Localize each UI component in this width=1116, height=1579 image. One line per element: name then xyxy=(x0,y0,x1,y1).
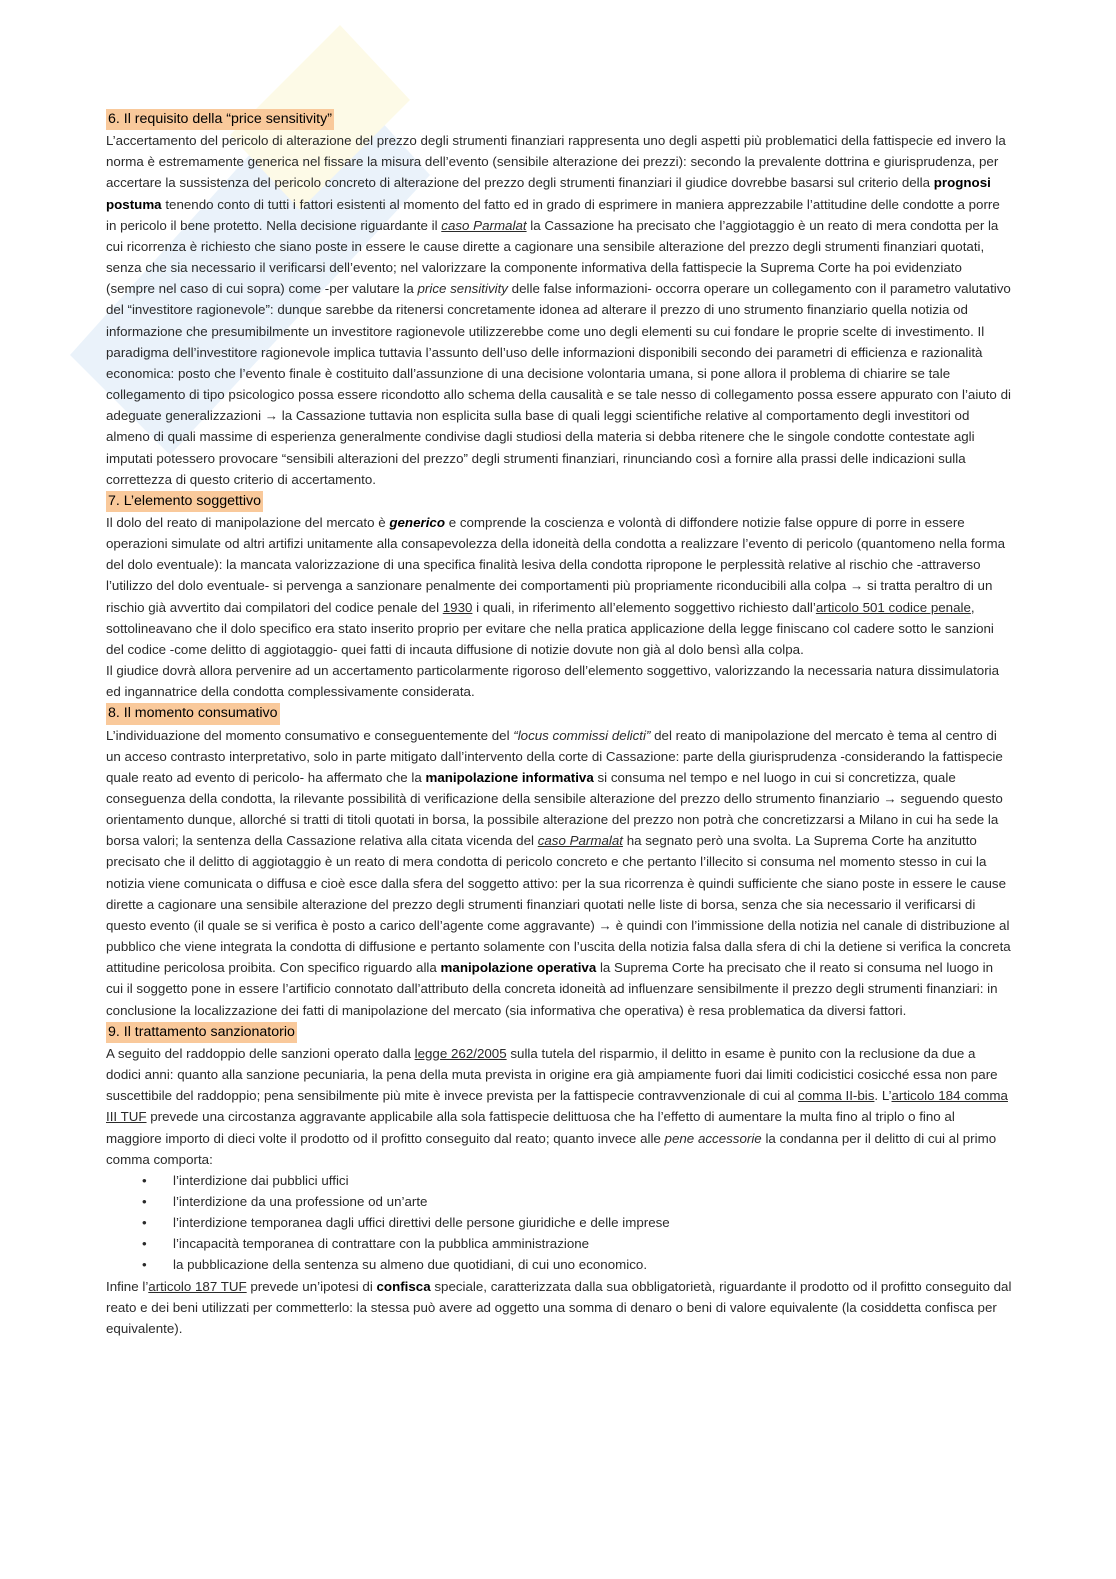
text-run: delle false informazioni- occorra operare un collegamento con il parametro valutativo del “investitore ragionevole”: dunque sarebbe da ritenersi concretamente idonea ad alterare il prezzo di uno strumento finanziario quella notizia od informazione che presumibilmente un investitore ragionevole utilizzerebbe come uno degli elementi su cui fondare le proprie scelte di investimento. Il paradigma dell’investitore ragionevole implica tuttavia l’assunto dell’uso delle informazioni disponibili secondo dei parametri di efficienza e razionalità economica: posto che l’evento finale è costituito dall’assunzione di una decisione volontaria umana, si pone allora il problema di chiarire se tale collegamento di tipo psicologico possa essere ricondotto allo schema della causalità e se tale nesso di collegamento possa essere appurato con l’aiuto di adeguate generalizzazioni → la Cassazione tuttavia non esplicita sulla base di quali leggi scientifiche relative al comportamento degli investitori od almeno di quali massime di esperienza generalmente condivise dagli studiosi della materia si debba ritenere che le singole condotte contestate agli imputati potessero provocare “sensibili alterazioni del prezzo” degli strumenti finanziari, rinunciando così a fornire alla prassi delle indicazioni sulla correttezza di questo criterio di accertamento. xyxy=(106,281,1011,487)
text-run: , sottolineavano che il dolo specifico era stato inserito proprio per evitare che nella pratica applicazione della legge finiscano col cadere sotto le sanzioni del codice -come delitto di aggiotaggio- quei fatti di incauta diffusione di notizie dovute non già al dolo bensì alla colpa. xyxy=(106,599,994,657)
text-run: A seguito del raddoppio delle sanzioni operato dalla xyxy=(106,1045,415,1061)
paragraph xyxy=(106,1043,1012,1170)
list-item: • l’interdizione temporanea dagli uffici direttivi delle persone giuridiche e delle imprese xyxy=(106,1212,1012,1233)
list-item: • l’interdizione da una professione od un’arte xyxy=(106,1191,1012,1212)
highlighted-term: prognosi postuma xyxy=(106,175,991,212)
text-run: L’individuazione del momento consumativo e conseguentemente del xyxy=(106,727,514,743)
paragraph xyxy=(106,725,1012,1021)
text-run: prevede una circostanza aggravante applicabile alla sola fattispecie delittuosa che ha l’effetto di aumentare la multa fino al triplo o fino al maggiore importo di dieci volte il prodotto od il profitto conseguito dal reato; quanto invece alle xyxy=(106,1109,955,1146)
italic-term: price sensitivity xyxy=(417,281,508,297)
text-run: Il dolo del reato di manipolazione del mercato è xyxy=(106,514,390,530)
highlighted-term: manipolazione informativa xyxy=(425,769,594,785)
highlighted-term: manipolazione operativa xyxy=(440,960,597,976)
paragraph xyxy=(106,130,1012,490)
text-run: e comprende la coscienza e volontà di diffondere notizie false oppure di porre in essere operazioni simulate od altri artifizi unitamente alla consapevolezza della idoneità della condotta a realizzare l’evento di pericolo (quantomeno nella forma del dolo eventuale): la mancata valorizzazione di una specifica finalità lesiva della condotta ripropone le perplessità relative al rischio che -attraverso l’utilizzo del dolo eventuale- si pervenga a sanzionare penalmente dei comportamenti più propriamente riconducibili alla colpa → si tratta peraltro di un rischio già avvertito dai compilatori del codice penale del xyxy=(106,514,1006,615)
link[interactable]: comma II-bis xyxy=(798,1088,875,1104)
highlighted-term: generico xyxy=(389,514,445,530)
italic-link[interactable]: caso Parmalat xyxy=(441,217,527,233)
list-item: • la pubblicazione della sentenza su almeno due quotidiani, di cui uno economico. xyxy=(106,1254,1012,1275)
text-run: speciale, caratterizzata dalla sua obbligatorietà, riguardante il prodotto od il profitto conseguito dal reato e dei beni utilizzati per commetterlo: la stessa può avere ad oggetto una somma di denaro o beni di valore equivalente (la cosiddetta confisca per equivalente). xyxy=(106,1278,1012,1336)
paragraph xyxy=(106,1276,1012,1339)
link[interactable]: articolo 184 comma III TUF xyxy=(106,1088,1008,1125)
text-run: la Suprema Corte ha precisato che il reato si consuma nel luogo in cui il soggetto pone in essere l’artificio connotato dall’attributo della concreta idoneità ad influenzare sensibilmente il prezzo degli strumenti finanziari: in conclusione la localizzazione dei fatti di manipolazione del mercato (sia informativa che operativa) è resa problematica da diversi fattori. xyxy=(106,960,998,1018)
text-run: prevede un’ipotesi di xyxy=(246,1278,377,1294)
section-heading: 8. Il momento consumativo xyxy=(106,703,280,724)
link[interactable]: articolo 501 codice penale xyxy=(815,599,971,615)
section-elemento-soggettivo xyxy=(106,490,1012,703)
text-run: . L’ xyxy=(874,1088,892,1104)
highlighted-term: confisca xyxy=(376,1278,431,1294)
section-momento-consumativo xyxy=(106,702,1012,1020)
section-heading: 9. Il trattamento sanzionatorio xyxy=(106,1022,297,1043)
text-run: tenendo conto di tutti i fattori esistenti al momento del fatto ed in grado di esprimere in maniera apprezzabile l’attitudine delle condotte a porre in pericolo il bene protetto. Nella decisione riguardante il xyxy=(106,196,1000,233)
list-item: • l’incapacità temporanea di contrattare con la pubblica amministrazione xyxy=(106,1233,1012,1254)
text-run: Il giudice dovrà allora pervenire ad un accertamento particolarmente rigoroso dell’elemento soggettivo, valorizzando la necessaria natura dissimulatoria ed ingannatrice della condotta complessivamente considerata. xyxy=(106,663,1000,700)
text-run: la condanna per il delitto di cui al primo comma comporta: xyxy=(106,1130,997,1167)
italic-term: pene accessorie xyxy=(664,1130,762,1146)
list-item: • l’interdizione dai pubblici uffici xyxy=(106,1170,1012,1191)
text-run: si consuma nel tempo e nel luogo in cui si concretizza, quale conseguenza della condotta, la rilevante possibilità di verificazione della sensibile alterazione del prezzo dello strumento finanziario → seguendo questo orientamento dunque, allorché si tratti di titoli quotati in borsa, la possibile alterazione del prezzo non potrà che concretizzarsi a Milano in cui ha sede la borsa valori; la sentenza della Cassazione relativa alla citata vicenda del xyxy=(106,769,1003,849)
link[interactable]: 1930 xyxy=(442,599,473,615)
section-heading: 7. L’elemento soggettivo xyxy=(106,491,263,512)
text-run: la Cassazione ha precisato che l’aggiotaggio è un reato di mera condotta per la cui ricorrenza è richiesto che siano poste in essere le cause dirette a cagionare una sensibile alterazione del prezzo degli strumenti finanziari quotati, senza che sia necessario il verificarsi dell’evento; nel valorizzare la componente informativa della fattispecie la Suprema Corte ha poi evidenziato (sempre nel caso di cui sopra) come -per valutare la xyxy=(106,217,999,297)
text-run: ha segnato però una svolta. La Suprema Corte ha anzitutto precisato che il delitto di aggiotaggio è un reato di mera condotta di pericolo concreto e che pertanto l’illecito si consuma nel momento stesso in cui la notizia viene comunicata o diffusa e cioè esce dalla sfera del soggetto attivo: per la sua ricorrenza è quindi sufficiente che siano poste in essere le cause dirette a cagionare una sensibile alterazione del prezzo degli strumenti finanziari quotati nelle liste di borsa, senza che sia necessario il verificarsi di questo evento (il quale se si verifica è posto a carico dell’agente come aggravante) → è quindi con l’immissione della notizia nel canale di distribuzione al pubblico che viene integrata la condotta di diffusione e pertanto solamente con l’uscita della notizia falsa dalla sfera di chi la detiene si verifica la concreta attitudine pericolosa proibita. Con specifico riguardo alla xyxy=(106,833,1011,976)
text-run: Infine l’ xyxy=(106,1278,149,1294)
italic-term: “locus commissi delicti” xyxy=(513,727,651,743)
text-run: del reato di manipolazione del mercato è tema al centro di un acceso contrasto interpretativo, solo in parte mitigato dall’intervento della corte di Cassazione: parte della giurisprudenza -considerando la fattispecie quale reato ad evento di pericolo- ha affermato che la xyxy=(106,727,1003,785)
pene-accessorie-list xyxy=(106,1170,1012,1276)
text-run: i quali, in riferimento all’elemento soggettivo richiesto dall’ xyxy=(472,599,816,615)
paragraph xyxy=(106,512,1012,660)
paragraph xyxy=(106,660,1012,702)
section-trattamento-sanzionatorio xyxy=(106,1021,1012,1339)
link[interactable]: legge 262/2005 xyxy=(414,1045,507,1061)
italic-link[interactable]: caso Parmalat xyxy=(537,833,623,849)
document-page xyxy=(106,108,1012,1339)
section-heading: 6. Il requisito della “price sensitivity” xyxy=(106,109,334,130)
text-run: L’accertamento del pericolo di alterazione del prezzo degli strumenti finanziari rappresenta uno degli aspetti più problematici della fattispecie ed invero la norma è estremamente generica nel fissare la misura dell’evento (sensibile alterazione dei prezzi): secondo la prevalente dottrina e giurisprudenza, per accertare la sussistenza del pericolo concreto di alterazione del prezzo degli strumenti finanziari il giudice dovrebbe basarsi sul criterio della xyxy=(106,133,1006,191)
section-price-sensitivity xyxy=(106,108,1012,490)
link[interactable]: articolo 187 TUF xyxy=(148,1278,247,1294)
text-run: sulla tutela del risparmio, il delitto in esame è punito con la reclusione da due a dodici anni: quanto alla sanzione pecuniaria, la pena della muta prevista in origine era già ampiamente fuori dai limiti codicistici cosicché essa non pare suscettibile del raddoppio; pena sensibilmente più mite è invece prevista per la fattispecie contravvenzionale di cui al xyxy=(106,1045,998,1104)
